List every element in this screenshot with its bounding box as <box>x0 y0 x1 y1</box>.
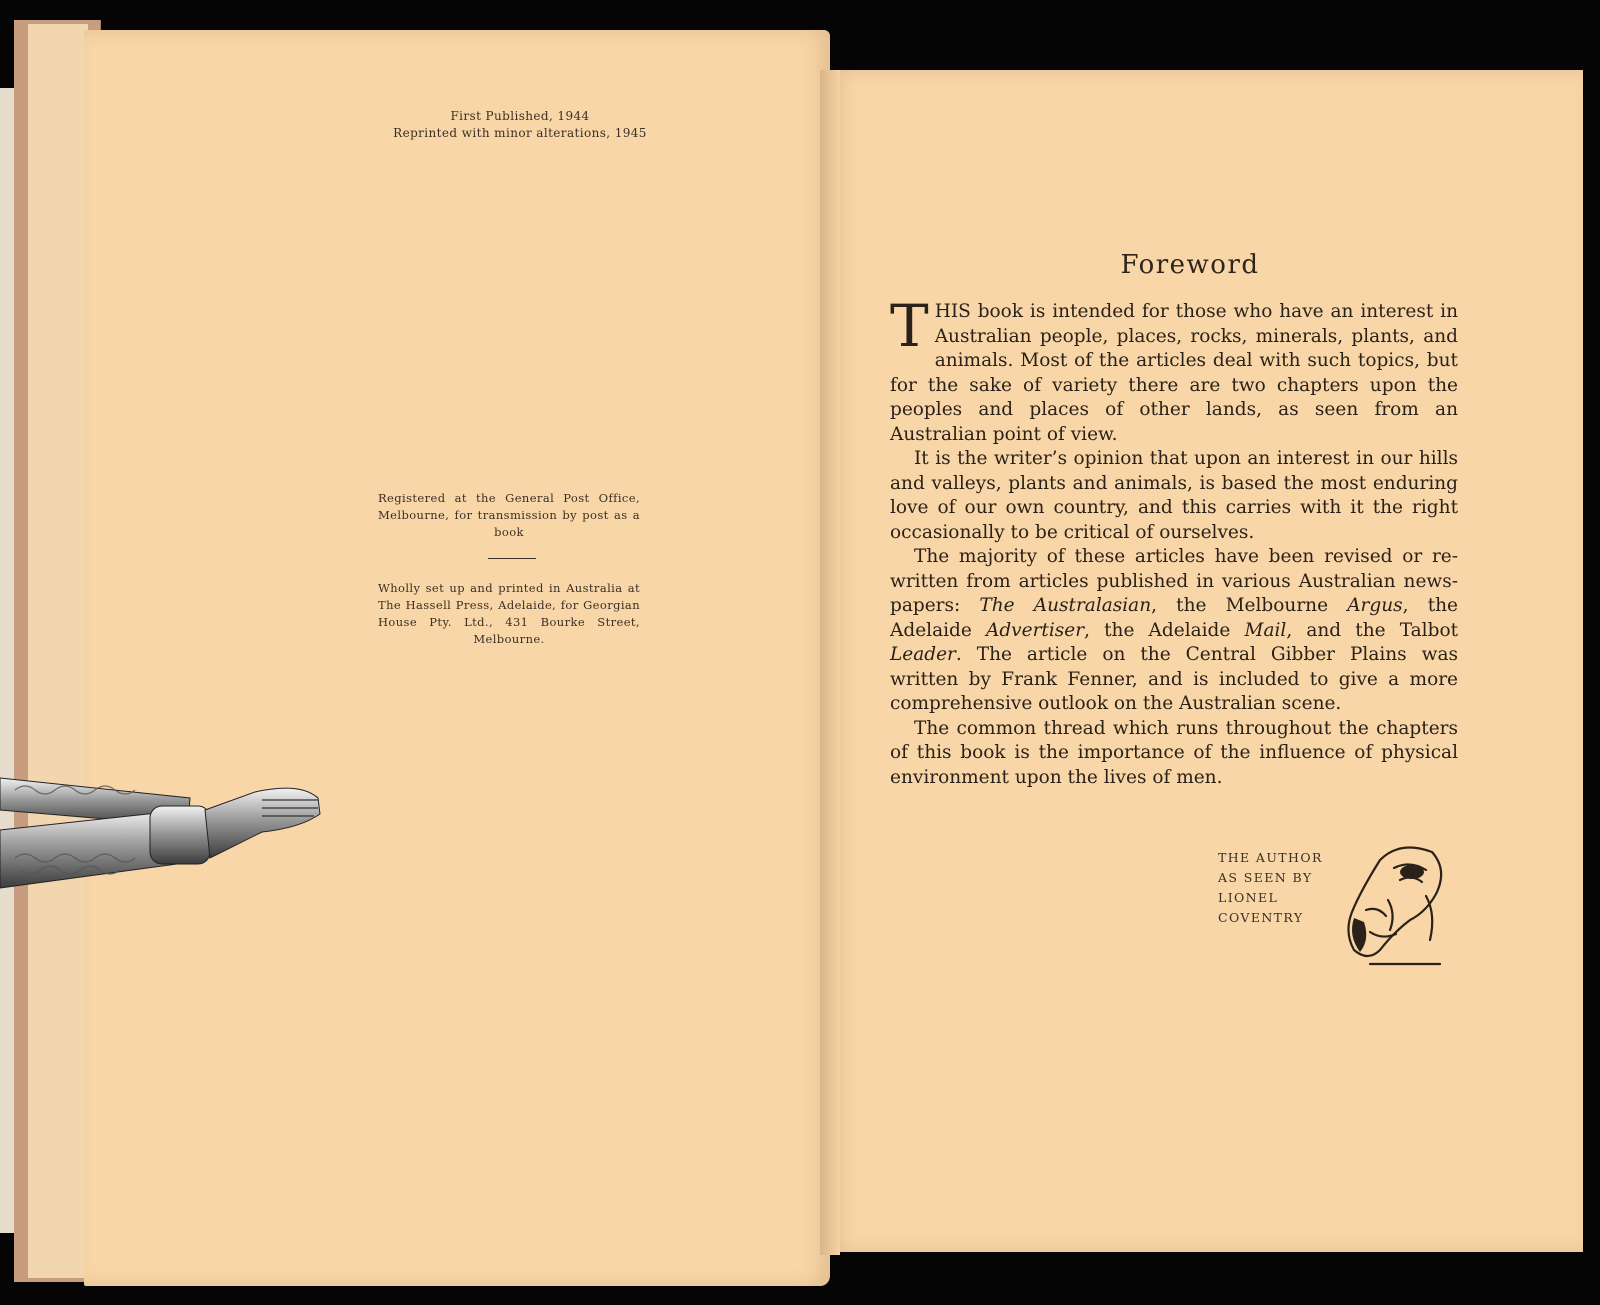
p3-text-d: , the Adelaide <box>1084 619 1245 641</box>
p3-text-b: , the Melbourne <box>1151 595 1348 616</box>
divider-rule <box>488 558 536 559</box>
reprinted-note: Reprinted with minor alterations, 1945 <box>393 126 647 140</box>
caricature-portrait-icon <box>1340 840 1450 975</box>
left-page <box>84 30 830 1286</box>
caption-line-2: AS SEEN BY <box>1218 870 1313 885</box>
p3-text-f: . The article on the Central Gibber Plains was written by Frank Fenner, and is included to give a more comprehensive outlook on the Australian scene. <box>890 644 1458 714</box>
caption-line-3: LIONEL <box>1218 890 1279 905</box>
first-published: First Published, 1944 <box>450 109 590 123</box>
p3-text-a: The majority of these articles have been revised or re-written from articles published in various Australian news-papers: <box>890 546 1458 616</box>
caption-line-1: THE AUTHOR <box>1218 850 1323 865</box>
drop-cap: T <box>890 292 929 360</box>
foreword-body <box>890 292 1459 790</box>
publication-info <box>370 108 670 142</box>
newspaper-leader: Leader <box>890 644 956 665</box>
p3-text-e: , and the Talbot <box>1286 619 1459 641</box>
printer-note: Wholly set up and printed in Australia at The Hassell Press, Adelaide, for Georgian House Pty. Ltd., 431 Bourke Street, Melbourne. <box>378 581 640 646</box>
registration-note: Registered at the General Post Office, Melbourne, for transmission by post as a book <box>378 491 640 539</box>
newspaper-advertiser: Advertiser <box>985 619 1085 641</box>
paragraph-1 <box>890 292 1458 447</box>
newspaper-argus: Argus <box>1347 595 1403 616</box>
cover-endpaper <box>28 24 88 1278</box>
caption-line-4: COVENTRY <box>1218 910 1304 925</box>
paragraph-1-text: HIS book is intended for those who have an interest in Australian people, places, rocks, minerals, plants, and animals. Most of the articles deal with such topics, but for the sake of variety there are two chapters upon the peoples and places of other lands, as seen from an Australian point of view. <box>890 301 1458 445</box>
author-caption <box>1218 848 1348 928</box>
paragraph-3 <box>890 545 1458 717</box>
newspaper-mail: Mail <box>1244 619 1287 641</box>
newspaper-australasian: The Australasian <box>979 595 1152 616</box>
paragraph-4: The common thread which runs throughout the chapters of this book is the importance of the influence of physical environment upon the lives of men. <box>890 717 1458 788</box>
paragraph-2: It is the writer’s opinion that upon an interest in our hills and valleys, plants and animals, is based the most enduring love of our own country, and this carries with it the right occasionally to be critical of ourselves. <box>890 448 1458 543</box>
hand-page-clip-icon <box>0 770 340 910</box>
book-gutter <box>820 70 840 1255</box>
p3-text-c: , the Adelaide <box>890 595 1458 641</box>
page-title: Foreword <box>1120 250 1260 280</box>
